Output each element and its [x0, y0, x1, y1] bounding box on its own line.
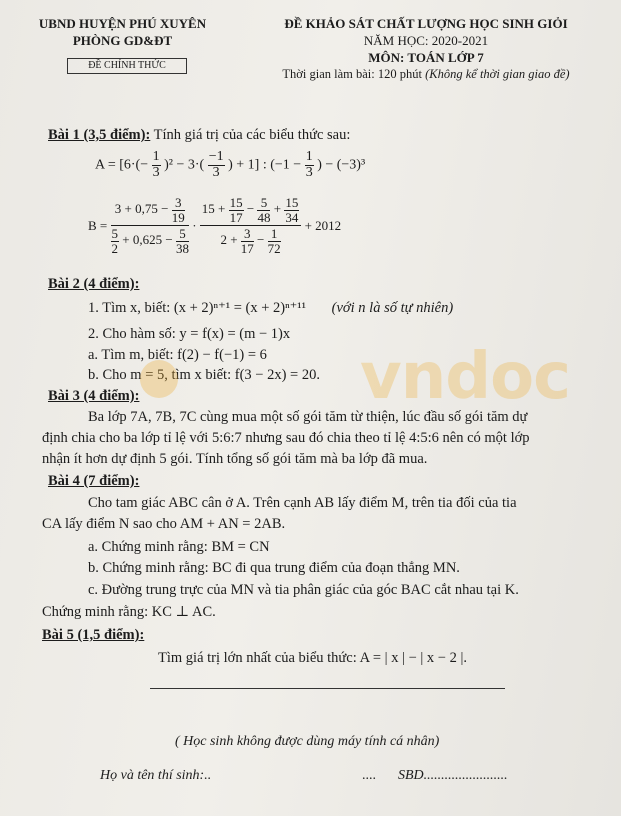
- expr-b-n2-a: 15 +: [201, 201, 226, 217]
- expr-a-frac1-num: 1: [152, 149, 160, 164]
- expr-b-d2-frac2-den: 72: [267, 240, 281, 256]
- expr-a-frac2: [208, 150, 225, 180]
- footer-note: ( Học sinh không được dùng máy tính cá nhân): [175, 734, 440, 749]
- expr-b-n2-frac3: [284, 196, 299, 224]
- expr-b-d2-frac2-num: 1: [268, 227, 281, 242]
- expr-a-frac3-num: 1: [305, 149, 313, 164]
- expr-b-left-numerator: [111, 196, 189, 226]
- watermark-mascot-icon: [140, 360, 178, 398]
- bai3-line1: Ba lớp 7A, 7B, 7C cùng mua một số gói tăm từ thiện, lúc đầu số gói tăm dự: [88, 409, 528, 425]
- expr-a-frac3: [305, 150, 314, 180]
- bai4-line1: Cho tam giác ABC cân ở A. Trên cạnh AB lấy điểm M, trên tia đối của tia: [88, 495, 517, 511]
- expr-b-d2-frac1-num: 3: [241, 227, 254, 242]
- expr-b-right-denominator: [200, 226, 302, 255]
- expr-a-frac2-den: 3: [212, 164, 220, 180]
- expr-a-frac2-num: −1: [208, 149, 224, 164]
- watermark-logo: vndoc: [360, 340, 570, 414]
- bai4-qa: a. Chứng minh rằng: BM = CN: [88, 539, 270, 555]
- time-info: [240, 67, 612, 82]
- bai3-title: Bài 3 (4 điểm):: [48, 388, 140, 404]
- expr-b-n1-frac: [172, 196, 185, 224]
- expr-b-n2-frac1: [229, 196, 244, 224]
- expr-b-d1-frac2-den: 38: [175, 240, 189, 256]
- divider-line: [150, 688, 505, 689]
- expr-a-lead: A = [6·(−: [95, 157, 149, 173]
- bai2-q2: 2. Cho hàm số: y = f(x) = (m − 1)x: [88, 326, 291, 342]
- expr-b-dot: ·: [192, 217, 197, 233]
- name-dots: ....: [362, 768, 376, 783]
- expr-b-n2-frac2: [257, 196, 270, 224]
- expr-b-d1-frac: [111, 227, 120, 255]
- expr-b-n1-frac-num: 3: [172, 196, 185, 211]
- expr-b-tail: + 2012: [304, 217, 342, 233]
- subject: MÔN: TOÁN LỚP 7: [368, 50, 484, 65]
- bai2-q1: [88, 300, 453, 317]
- department-name: PHÒNG GD&ĐT: [72, 33, 173, 48]
- expr-a-frac1: [152, 150, 161, 180]
- expr-b-d2-frac1-den: 17: [240, 240, 254, 256]
- expr-b-n2-plus: +: [273, 201, 282, 217]
- official-label: ĐỀ CHÍNH THỨC: [67, 58, 187, 74]
- candidate-name-label: Họ và tên thí sinh:..: [100, 768, 212, 783]
- exam-title: ĐỀ KHẢO SÁT CHẤT LƯỢNG HỌC SINH GIỎI: [284, 16, 568, 31]
- expr-b-d1-frac2-num: 5: [176, 227, 189, 242]
- bai4-title: Bài 4 (7 điểm):: [48, 473, 140, 489]
- bai4-qc2: Chứng minh rằng: KC ⊥ AC.: [42, 604, 216, 620]
- expr-b-d2-frac2: [268, 227, 281, 255]
- bai4-qb: b. Chứng minh rằng: BC đi qua trung điểm của đoạn thẳng MN.: [88, 560, 460, 576]
- bai5-text: Tìm giá trị lớn nhất của biểu thức: A = | x | − | x − 2 |.: [158, 650, 468, 666]
- expression-b: [88, 196, 341, 256]
- expr-b-d1-frac-num: 5: [111, 226, 119, 242]
- expr-b-d1-mid: + 0,625 −: [122, 232, 173, 248]
- expr-a-tail: ) − (−3)³: [317, 157, 366, 173]
- expr-b-n2-frac2-num: 5: [257, 196, 270, 211]
- bai2-q1-note: (với n là số tự nhiên): [331, 300, 454, 316]
- expr-a-frac3-den: 3: [305, 164, 313, 180]
- bai3-line2: định chia cho ba lớp tỉ lệ với 5:6:7 nhưng sau đó chia theo tỉ lệ 4:5:6 nên có một lớp: [42, 430, 530, 446]
- expr-a-frac1-den: 3: [152, 164, 160, 180]
- expr-a-mid1: )² − 3·(: [164, 157, 205, 173]
- bai2-qb-expr: f(3 − 2x) = 20.: [234, 367, 320, 383]
- expr-b-frac-left: [111, 196, 189, 256]
- expr-b-n1: 3 + 0,75 −: [114, 201, 169, 217]
- time-prefix: Thời gian làm bài: 120 phút: [282, 67, 422, 81]
- time-note: (Không kể thời gian giao đề): [425, 67, 570, 81]
- expression-a: [95, 150, 365, 180]
- expr-b-d1-frac2: [176, 227, 189, 255]
- bai1-title: Bài 1 (3,5 điểm):: [48, 127, 151, 143]
- bai3-line3: nhận ít hơn dự định 5 gói. Tính tổng số gói tăm mà ba lớp đã mua.: [42, 451, 428, 467]
- expr-b-n2-frac1-den: 17: [229, 209, 243, 225]
- expr-b-n1-frac-den: 19: [171, 209, 185, 225]
- expr-b-right-numerator: [200, 196, 302, 226]
- bai1-text: Tính giá trị của các biểu thức sau:: [153, 127, 351, 143]
- expr-b-n2-frac3-num: 15: [285, 195, 299, 210]
- bai4-line2: CA lấy điểm N sao cho AM + AN = 2AB.: [42, 516, 286, 532]
- bai1-heading: [48, 127, 350, 144]
- bai2-title: Bài 2 (4 điểm):: [48, 276, 140, 292]
- expr-b-d2-frac1: [241, 227, 254, 255]
- expr-a-mid2: ) + 1] : (−1 −: [228, 157, 302, 173]
- expr-b-frac-right: [200, 196, 302, 256]
- bai5-title: Bài 5 (1,5 điểm):: [42, 627, 145, 643]
- bai2-qb-prefix: b. Cho m = 5, tìm x biết:: [88, 367, 232, 383]
- expr-b-left-denominator: [111, 226, 189, 255]
- school-year: NĂM HỌC: 2020-2021: [363, 33, 489, 48]
- bai2-qa: a. Tìm m, biết: f(2) − f(−1) = 6: [88, 347, 267, 363]
- bai2-qb: [88, 367, 320, 384]
- expr-b-d2-minus: −: [257, 232, 265, 248]
- expr-b-n2-frac1-num: 15: [229, 195, 243, 210]
- expr-b-n2-frac2-den: 48: [257, 209, 271, 225]
- bai4-qc: c. Đường trung trực của MN và tia phân giác của góc BAC cắt nhau tại K.: [88, 582, 519, 598]
- candidate-number-label: SBD........................: [398, 768, 508, 783]
- expr-b-d1-frac-den: 2: [111, 240, 119, 256]
- district-name: UBND HUYỆN PHÚ XUYÊN: [38, 16, 207, 31]
- expr-b-n2-frac3-den: 34: [285, 209, 299, 225]
- expr-b-d2-a: 2 +: [220, 232, 238, 248]
- bai2-q1-text: 1. Tìm x, biết: (x + 2)ⁿ⁺¹ = (x + 2)ⁿ⁺¹¹: [88, 300, 307, 316]
- expr-b-n2-minus: −: [246, 201, 255, 217]
- expr-b-lead: B =: [88, 217, 108, 233]
